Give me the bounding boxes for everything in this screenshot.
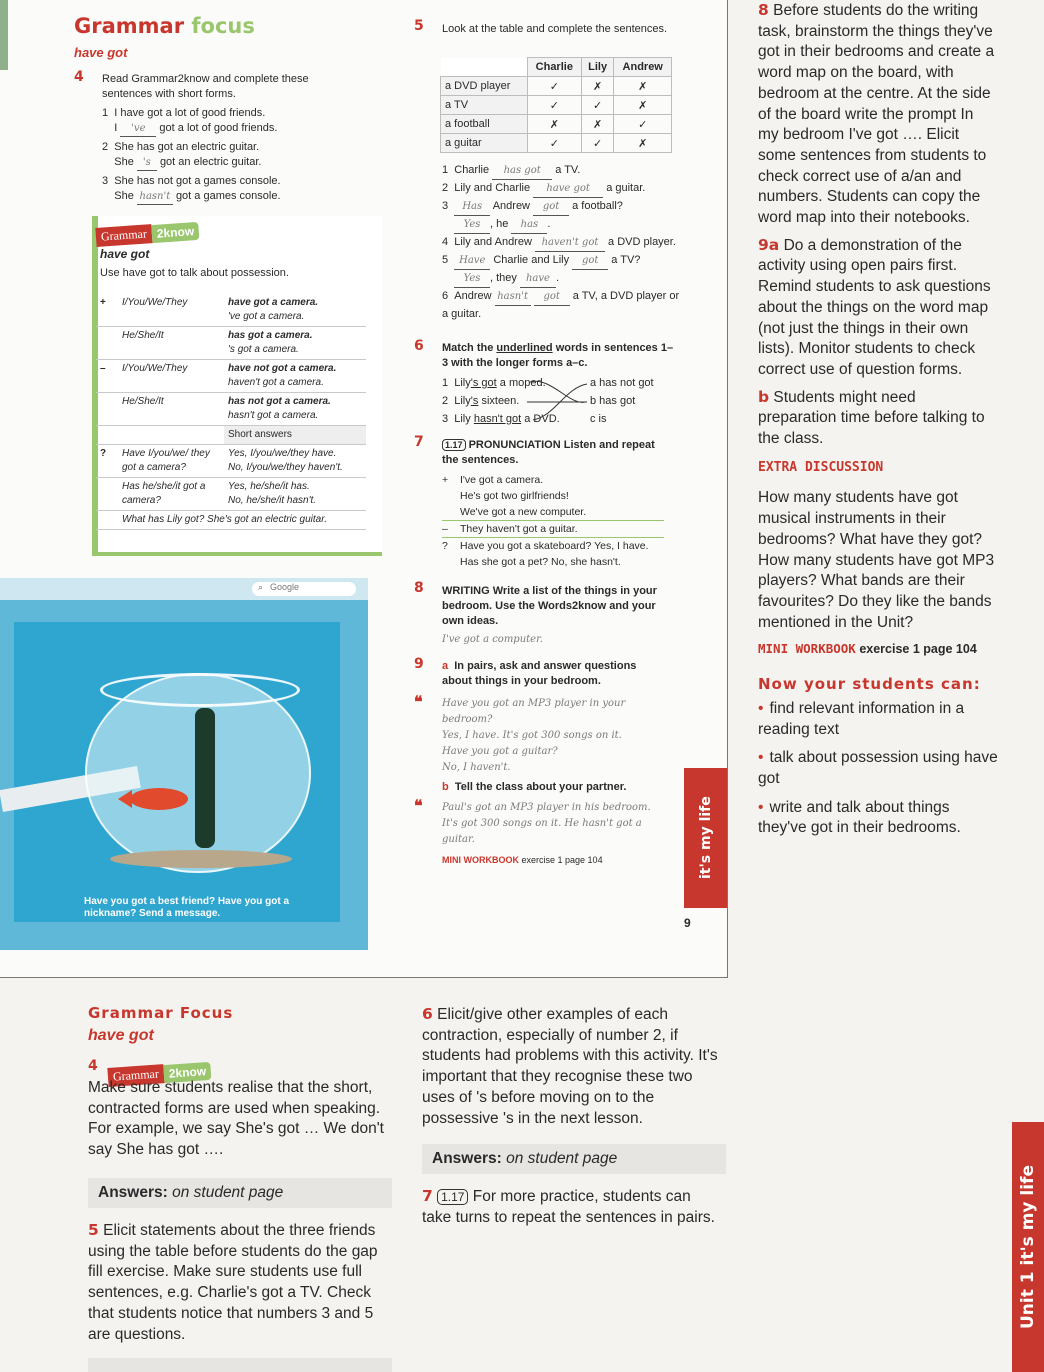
table-row: Short answers (96, 426, 366, 445)
ex5-sentences: 1 Charlie has got a TV. 2 Lily and Charlie have got a guitar. 3 Has Andrew got a football? Yes , he has . 4 Lily and Andrew haven't got a DVD player. 5 Have Charlie and Lily got a TV? Yes , they have . 6 Andrew hasn't got a TV, a DVD player or a guitar. (442, 164, 680, 320)
table-row: Has he/she/it got a camera? Yes, he/she/it has. No, he/she/it hasn't. (96, 478, 366, 511)
table-row: a guitar ✓ ✓ ✗ (441, 134, 672, 153)
mini-workbook-ref: MINI WORKBOOK exercise 1 page 104 (758, 641, 977, 657)
speech-quote-icon: ❝ (414, 798, 423, 815)
note-9a: 9a Do a demonstration of the activity using open pairs first. Remind students to ask questions about the things on the word map (not just the things in their own lists). Monitor students to check correct use of question forms. (758, 235, 991, 378)
search-input[interactable]: Google (252, 582, 356, 596)
badge-grammar: Grammar (107, 1064, 164, 1087)
search-icon: ⌕ (258, 582, 264, 592)
ex6-number: 6 (414, 338, 424, 354)
bottom-answers-2: Answers: on student page (422, 1144, 726, 1174)
page-number: 9 (684, 916, 691, 930)
ex9a-instruction: a In pairs, ask and answer questions about things in your bedroom. (442, 660, 637, 687)
unit-tab: it's my life (684, 768, 728, 908)
ex6-match-lines (525, 376, 595, 426)
ex5-number: 5 (414, 18, 424, 34)
table-row: ? Have I/you/we/ they got a camera? Yes, I/you/we/they have. No, I/you/we/they haven't. (96, 445, 366, 478)
table-row: He/She/It has not got a camera. hasn't got a camera. (96, 393, 366, 426)
table-row: He/She/It has got a camera. 's got a camera. (96, 327, 366, 360)
bottom-note-5: 5 Elicit statements about the three friends using the table before students do the gap fill exercise. Make sure students use full sentences, e.g. Charlie's got a TV. Check that students notice that numbers 3 and 5 are questions. (88, 1221, 378, 1343)
list-item: • write and talk about things they've got in their bedrooms. (758, 798, 961, 837)
title-word-1: Grammar (74, 14, 185, 38)
bowl-rim (100, 673, 300, 707)
ex6-right: a has not got b has got c is (590, 377, 654, 425)
ex8-handwriting: I've got a computer. (442, 634, 543, 645)
list-item: • talk about possession using have got (758, 749, 998, 787)
bottom-subtitle: have got (88, 1027, 154, 1044)
ex9a-handwriting: Have you got an MP3 player in your bedroom? Yes, I have. It's got 300 songs on it. Have you got a guitar? No, I haven't. (442, 698, 626, 773)
plant (195, 708, 215, 848)
ex5-instruction: Look at the table and complete the sentences. (442, 23, 668, 35)
photo-caption: Have you got a best friend? Have you got a nickname? Send a message. (84, 896, 290, 919)
badge-2know: 2know (151, 221, 199, 242)
ex4-blank-2: 's (137, 155, 157, 171)
bottom-note-7: 7 1.17 For more practice, students can take turns to repeat the sentences in pairs. (422, 1187, 715, 1226)
fishbowl-photo (0, 578, 368, 950)
ex7-instruction: 1.17 PRONUNCIATION Listen and repeat the sentences. (442, 439, 655, 466)
ex9b-handwriting: Paul's got an MP3 player in his bedroom. It's got 300 songs on it. He hasn't got a guitar. (442, 802, 651, 845)
bottom-grammar-focus: Grammar Focus (88, 1004, 234, 1022)
goldfish (130, 788, 188, 810)
now-your-students-can: Now your students can: (758, 675, 981, 694)
g2k-table (96, 294, 366, 530)
ex7-sentences: + I've got a camera. He's got two girlfriends! We've got a new computer. – They haven't got a guitar. ? Have you got a skateboard? Yes, I have. Has she got a pet? No, she hasn't. (442, 472, 664, 570)
subtitle: have got (74, 45, 128, 60)
table-row: a DVD player ✓ ✗ ✗ (441, 77, 672, 96)
bottom-answers-strip (88, 1358, 392, 1372)
g2k-use: Use have got to talk about possession. (100, 267, 289, 279)
extra-discussion: How many students have got musical instruments in their bedrooms? What have they got? How many students have got MP3 players? What bands are their favourites? Do they like the bands mentioned in the Unit? (758, 489, 995, 631)
ex4-number: 4 (74, 69, 84, 85)
student-page (0, 0, 728, 978)
ex8-number: 8 (414, 580, 424, 596)
audio-track-icon[interactable]: 1.17 (437, 1189, 468, 1205)
table-row: – I/You/We/They have not got a camera. haven't got a camera. (96, 360, 366, 393)
bottom-note-4: Make sure students realise that the short, contracted forms are used when speaking. For example, we say She's got … We don't say She has got …. (88, 1079, 384, 1159)
table-row: Charlie Lily Andrew (441, 58, 672, 77)
table-row: a TV ✓ ✓ ✗ (441, 96, 672, 115)
badge-grammar: Grammar (95, 224, 152, 247)
ex9-number: 9 (414, 656, 424, 672)
ex6-instruction: Match the underlined words in sentences 1–3 with the longer forms a–c. (442, 342, 674, 369)
unit-tab-bottom: Unit 1 it's my life (1012, 1122, 1044, 1372)
list-item: • find relevant information in a reading text (758, 699, 965, 738)
teacher-notes-right (758, 0, 998, 839)
ex4-blank-3: hasn't (137, 189, 173, 205)
note-9b: b Students might need preparation time before talking to the class. (758, 387, 985, 448)
ex4-instruction: Read Grammar2know and complete these sentences with short forms. (102, 73, 309, 100)
ex8-instruction: WRITING Write a list of the things in your bedroom. Use the Words2know and your own ideas. (442, 585, 657, 627)
page-edge-strip (0, 0, 8, 70)
gravel (110, 850, 292, 868)
table-row: a football ✗ ✗ ✓ (441, 115, 672, 134)
ex9-mini-workbook: MINI WORKBOOK exercise 1 page 104 (442, 855, 603, 865)
note-8: 8 Before students do the writing task, brainstorm the things they've got in their bedrooms and create a word map on the board, with bedroom at the centre. At the side of the board write the prompt In my bedroom I've got …. Elicit some sentences from students to check correct use of a/an and numbers. Students can copy the word map into their notebooks. (758, 1, 995, 227)
badge-2know: 2know (163, 1061, 211, 1082)
bottom-answers-1: Answers: on student page (88, 1178, 392, 1208)
grammar-focus-title (74, 14, 255, 38)
title-word-2: focus (191, 14, 255, 38)
table-row: What has Lily got? She's got an electric guitar. (96, 511, 366, 530)
ex6-left: 1 Lily's got a moped. 2 Lily's sixteen. 3 Lily hasn't got a DVD. (442, 377, 560, 425)
audio-track-icon[interactable]: 1.17 (442, 439, 466, 451)
goldfish-tail (118, 790, 132, 808)
table-row: + I/You/We/They have got a camera. 've got a camera. (96, 294, 366, 327)
bottom-4-number: 4 (88, 1058, 98, 1074)
ex7-number: 7 (414, 434, 424, 450)
extra-discussion-heading: EXTRA DISCUSSION (758, 459, 884, 475)
ex4-items: 1 I have got a lot of good friends. I 've got a lot of good friends. 2 She has got an electric guitar. She 's got an electric guitar. 3 She has not got a games console. She hasn't got a games console. (102, 106, 342, 205)
g2k-heading: have got (100, 247, 150, 261)
speech-quote-icon: ❝ (414, 694, 423, 711)
ex5-table (440, 57, 672, 153)
bottom-note-6: 6 Elicit/give other examples of each contraction, especially of number 2, if students had problems with this activity. It's important that they recognise these two uses of 's before moving on to the possessive 's in the next lesson. (422, 1005, 718, 1127)
ex4-blank-1: 've (120, 121, 156, 137)
ex9b-instruction: b Tell the class about your partner. (442, 781, 627, 793)
